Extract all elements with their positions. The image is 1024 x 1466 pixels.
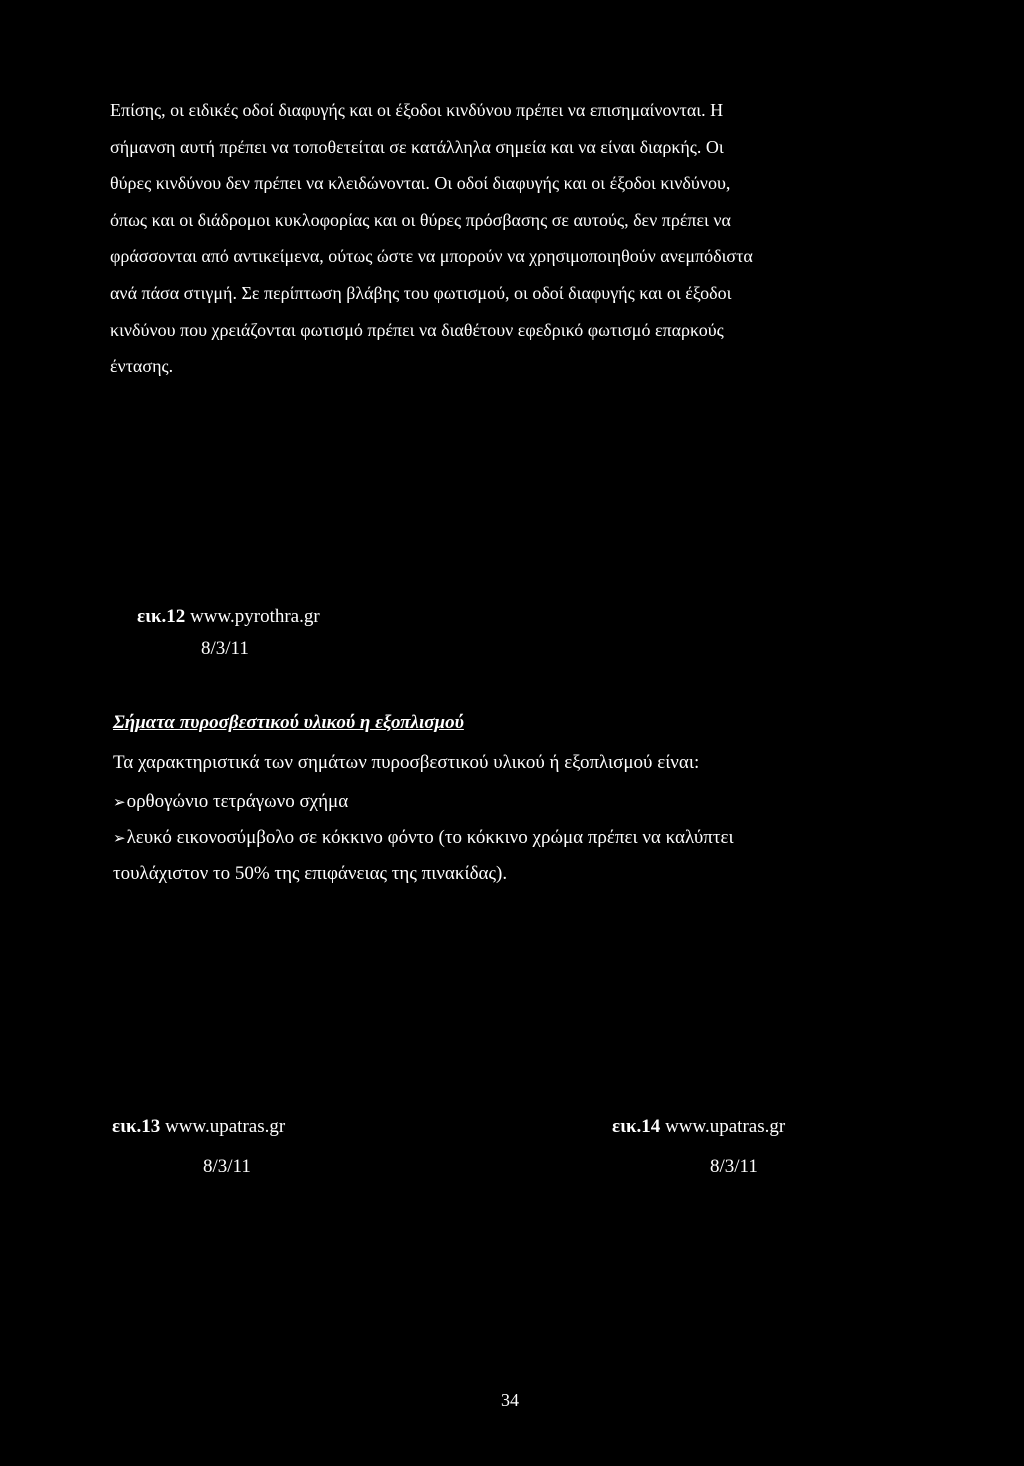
figure-12-caption — [137, 606, 320, 628]
page-number: 34 — [501, 1390, 519, 1410]
bullet-text: λευκό εικονοσύμβολο σε κόκκινο φόντο (το κόκκινο χρώμα πρέπει να καλύπτει — [126, 827, 734, 848]
paragraph-line: θύρες κινδύνου δεν πρέπει να κλειδώνονται. Οι οδοί διαφυγής και οι έξοδοι κινδύνου, — [110, 173, 731, 194]
paragraph-line: όπως και οι διάδρομοι κυκλοφορίας και οι θύρες πρόσβασης σε αυτούς, δεν πρέπει να — [110, 209, 731, 230]
paragraph-line: έντασης. — [110, 356, 174, 377]
arrow-bullet-icon: ➢ — [113, 795, 126, 811]
body-paragraph — [110, 92, 900, 385]
section-intro: Τα χαρακτηριστικά των σημάτων πυροσβεστικού υλικού ή εξοπλισμού είναι: — [113, 752, 700, 773]
bullet-item — [113, 791, 348, 813]
figure-13-caption — [112, 1116, 285, 1138]
paragraph-line: κινδύνου που χρειάζονται φωτισμό πρέπει να διαθέτουν εφεδρικό φωτισμό επαρκούς — [110, 319, 724, 340]
figure-12-label: εικ.12 — [137, 606, 186, 627]
figure-14-caption — [612, 1116, 785, 1138]
paragraph-line: φράσσονται από αντικείμενα, ούτως ώστε να μπορούν να χρησιμοποιηθούν ανεμπόδιστα — [110, 246, 753, 267]
figure-14-label: εικ.14 — [612, 1116, 661, 1137]
section-heading: Σήματα πυροσβεστικού υλικού η εξοπλισμού — [113, 712, 464, 733]
paragraph-line: σήμανση αυτή πρέπει να τοποθετείται σε κατάλληλα σημεία και να είναι διαρκής. Οι — [110, 136, 724, 157]
bullet-item — [113, 827, 734, 849]
figure-13-date: 8/3/11 — [203, 1156, 251, 1177]
paragraph-line: ανά πάσα στιγμή. Σε περίπτωση βλάβης του φωτισμού, οι οδοί διαφυγής και οι έξοδοι — [110, 282, 732, 303]
figure-14-source: www.upatras.gr — [665, 1116, 786, 1137]
bullet-text: ορθογώνιο τετράγωνο σχήμα — [126, 791, 349, 812]
figure-12-date: 8/3/11 — [201, 638, 249, 659]
figure-13-source: www.upatras.gr — [165, 1116, 286, 1137]
paragraph-line: Επίσης, οι ειδικές οδοί διαφυγής και οι έξοδοι κινδύνου πρέπει να επισημαίνονται. Η — [110, 100, 724, 120]
figure-14-date: 8/3/11 — [710, 1156, 758, 1177]
figure-12-source: www.pyrothra.gr — [190, 606, 320, 627]
arrow-bullet-icon: ➢ — [113, 831, 126, 847]
bullet-continuation: τουλάχιστον το 50% της επιφάνειας της πινακίδας). — [113, 863, 508, 884]
figure-13-label: εικ.13 — [112, 1116, 161, 1137]
